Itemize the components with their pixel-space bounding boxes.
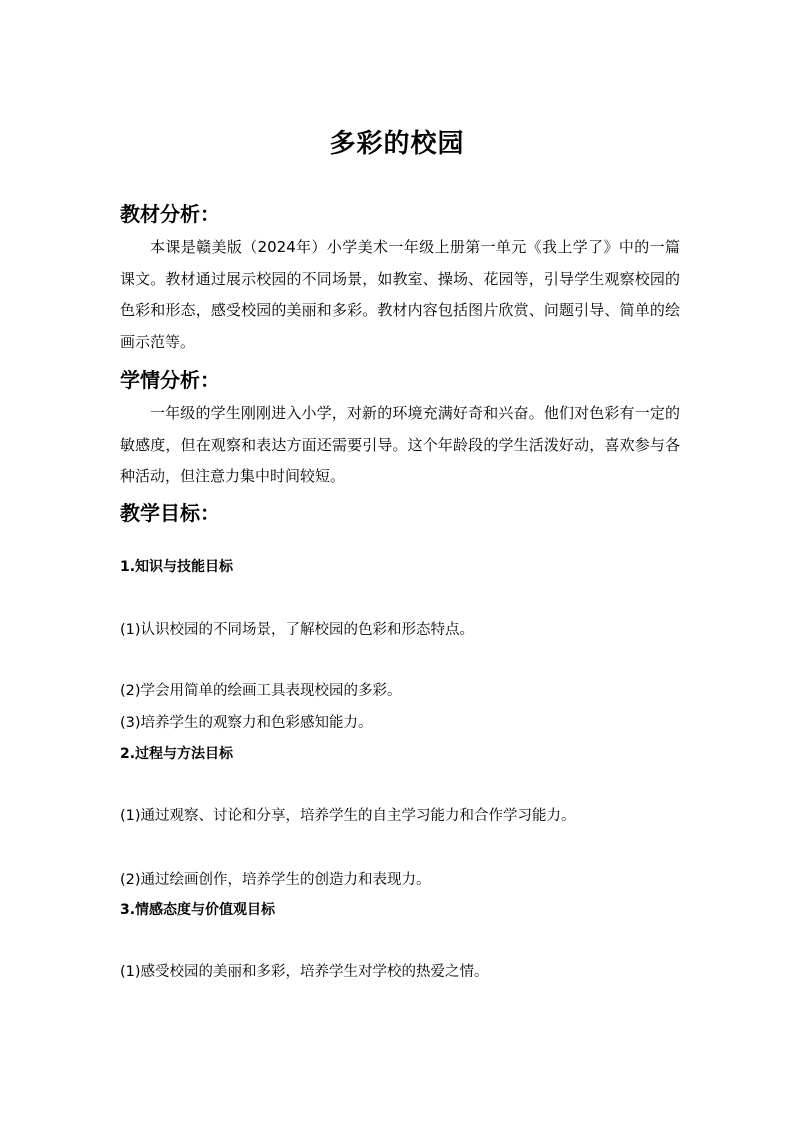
goal-item: (2)通过绘画创作，培养学生的创造力和表现力。 <box>120 872 431 888</box>
goal-heading-process-methods: 2.过程与方法目标 <box>120 746 234 762</box>
goal-item: (3)培养学生的观察力和色彩感知能力。 <box>120 715 373 731</box>
goal-item: (2)学会用简单的绘画工具表现校园的多彩。 <box>120 683 402 699</box>
page-title: 多彩的校园 <box>329 129 465 159</box>
section-heading-student-analysis: 学情分析： <box>120 368 220 392</box>
goal-item: (1)认识校园的不同场景，了解校园的色彩和形态特点。 <box>120 622 475 638</box>
goal-item: (1)通过观察、讨论和分享，培养学生的自主学习能力和合作学习能力。 <box>120 808 576 824</box>
student-analysis-paragraph: 一年级的学生刚刚进入小学，对新的环境充满好奇和兴奋。他们对色彩有一定的敏感度，但在观察和表达方面还需要引导。这个年龄段的学生活泼好动，喜欢参与各种活动，但注意力集中时间较短。 <box>120 404 680 485</box>
goal-heading-knowledge-skills: 1.知识与技能目标 <box>120 559 234 575</box>
section-heading-teaching-goals: 教学目标： <box>120 501 220 525</box>
section-heading-textbook-analysis: 教材分析： <box>120 202 220 226</box>
goal-heading-emotion-values: 3.情感态度与价值观目标 <box>120 902 276 918</box>
goal-item: (1)感受校园的美丽和多彩，培养学生对学校的热爱之情。 <box>120 964 489 980</box>
textbook-analysis-paragraph: 本课是赣美版（2024年）小学美术一年级上册第一单元《我上学了》中的一篇课文。教材通过展示校园的不同场景，如教室、操场、花园等，引导学生观察校园的色彩和形态，感受校园的美丽和多彩。教材内容包括图片欣赏、问题引导、简单的绘画示范等。 <box>120 238 680 351</box>
